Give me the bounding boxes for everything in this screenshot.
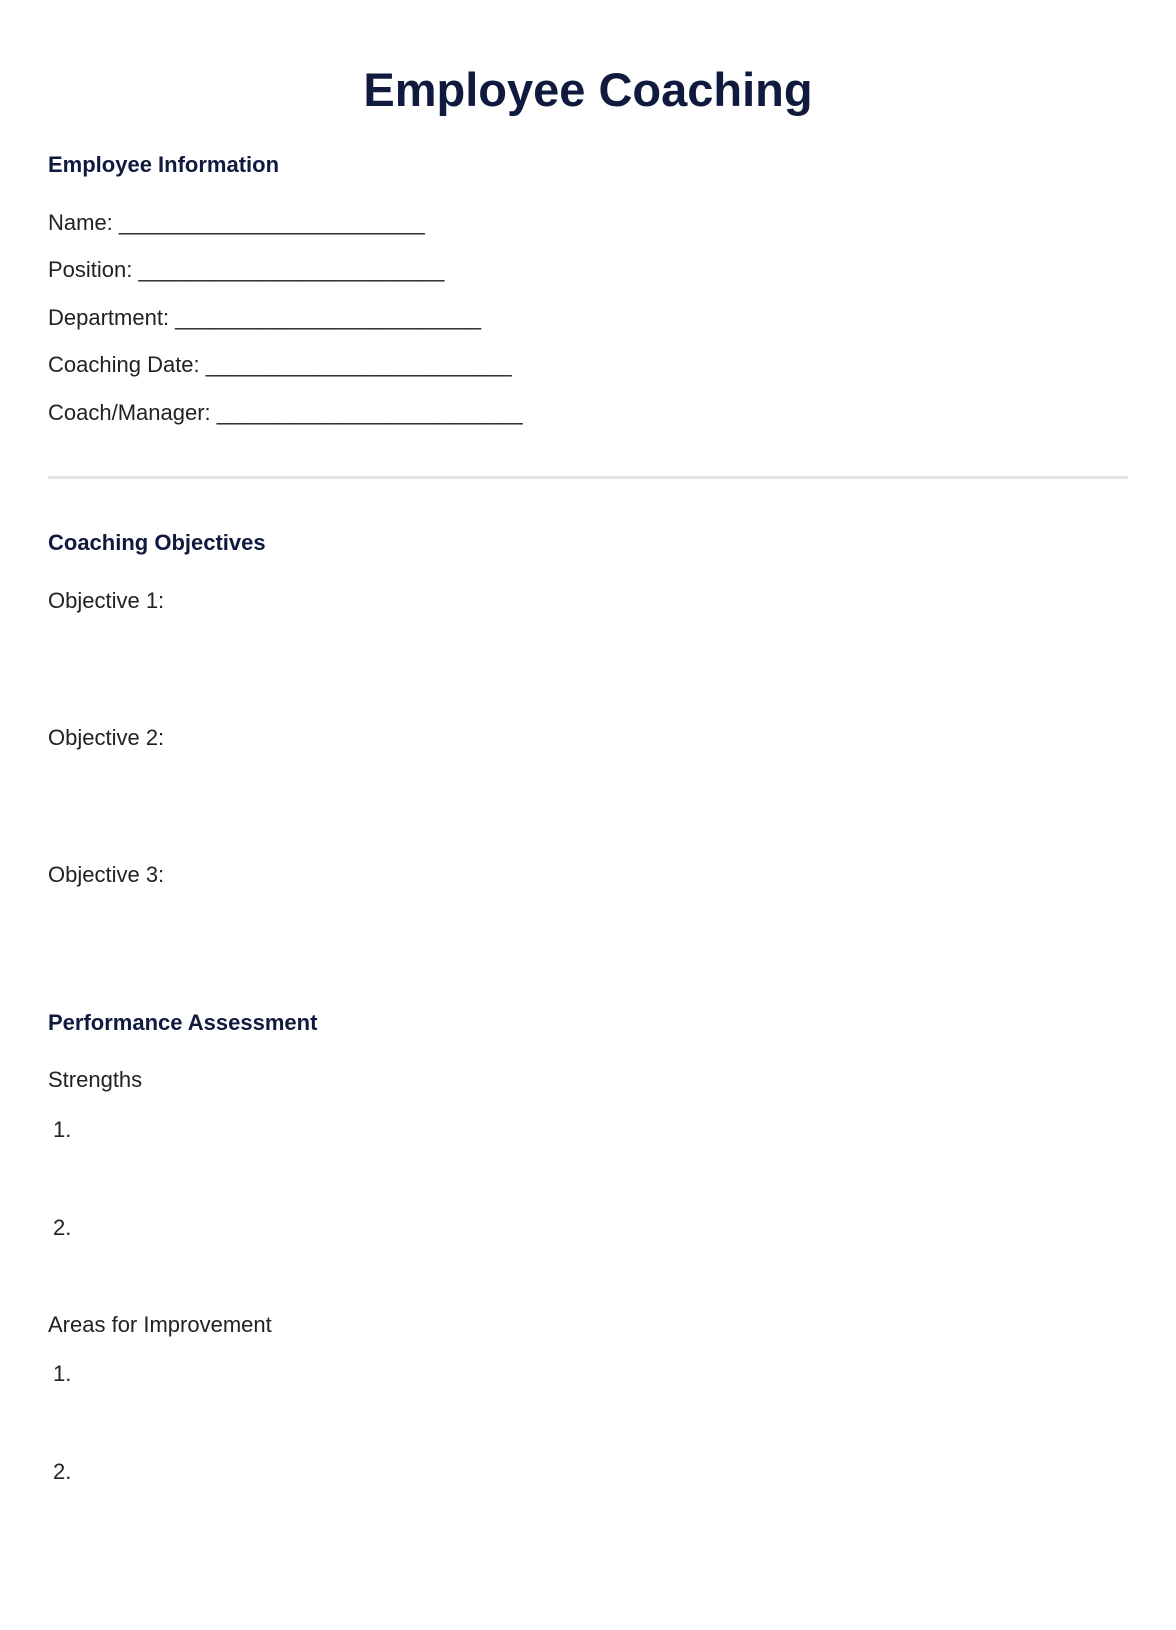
objective-3[interactable]: Objective 3: [48, 862, 165, 887]
position-field[interactable]: Position: _________________________ [48, 257, 445, 282]
coaching-date-field[interactable]: Coaching Date: _________________________ [48, 352, 512, 377]
objective-2[interactable]: Objective 2: [48, 725, 165, 750]
section-divider [48, 476, 1128, 479]
strength-item-1[interactable]: 1. [53, 1117, 72, 1142]
name-field[interactable]: Name: _________________________ [48, 210, 425, 235]
section-heading-employee-information: Employee Information [48, 152, 280, 177]
objective-1[interactable]: Objective 1: [48, 588, 165, 613]
page-title: Employee Coaching [363, 63, 813, 116]
section-heading-coaching-objectives: Coaching Objectives [48, 530, 266, 555]
coach-manager-field[interactable]: Coach/Manager: _________________________ [48, 400, 523, 425]
department-field[interactable]: Department: _________________________ [48, 305, 482, 330]
strengths-label: Strengths [48, 1067, 143, 1092]
improvement-label: Areas for Improvement [48, 1312, 272, 1337]
section-heading-performance-assessment: Performance Assessment [48, 1010, 318, 1035]
strength-item-2[interactable]: 2. [53, 1215, 72, 1240]
improvement-item-2[interactable]: 2. [53, 1459, 72, 1484]
improvement-item-1[interactable]: 1. [53, 1361, 72, 1386]
